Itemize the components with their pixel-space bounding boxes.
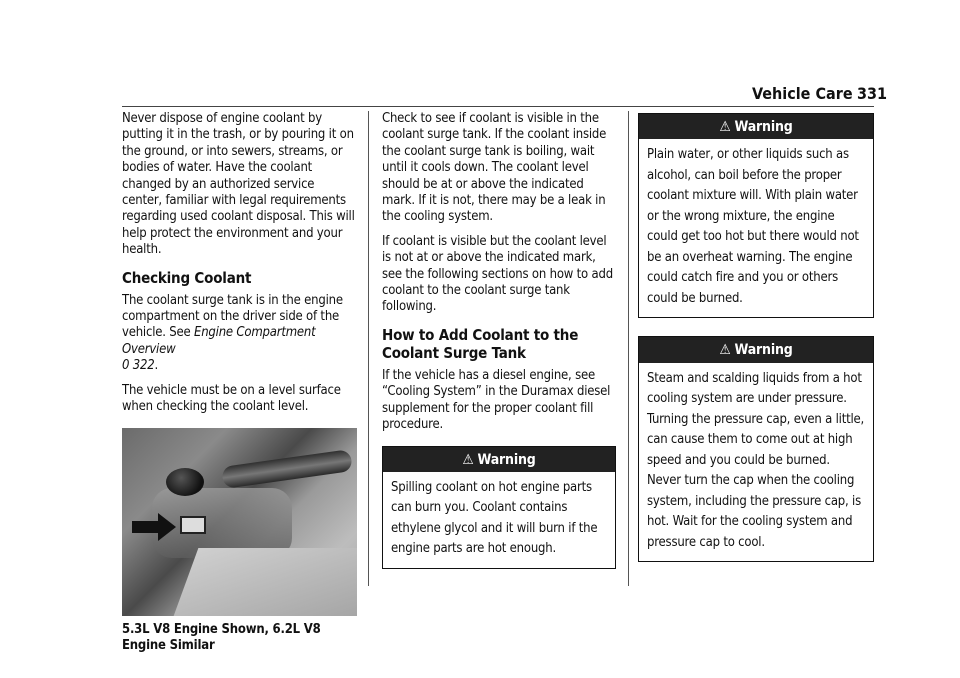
warning-title: Warning	[734, 342, 793, 359]
pressure-cap-shape	[166, 468, 204, 496]
column-3	[638, 111, 874, 572]
cross-reference-link[interactable]: Engine Compartment Overview	[122, 325, 316, 357]
column-divider	[368, 111, 369, 586]
text-segment: The coolant surge tank is in the engine compartment on the driver side of the vehicle. See	[122, 292, 343, 341]
heading-checking-coolant: Checking Coolant	[122, 268, 252, 287]
warning-header	[639, 337, 873, 362]
engine-cover-shape	[166, 548, 357, 616]
warning-icon: ⚠	[719, 119, 731, 135]
hose-shape	[221, 449, 353, 489]
coolant-level-mark	[180, 516, 206, 534]
warning-text: Plain water, or other liquids such as alcohol, can boil before the proper coolant mixture will. With plain water or the wrong mixture, the engine could get too hot but there would not be an overheat warning. The engine could catch fire and you or others could be burned.	[647, 147, 859, 306]
warning-box	[382, 446, 616, 569]
page-reference[interactable]: 0 322	[122, 358, 155, 374]
photo-caption: 5.3L V8 Engine Shown, 6.2L V8 Engine Similar	[122, 621, 321, 653]
column-1	[122, 111, 357, 654]
heading-add-coolant: How to Add Coolant to the Coolant Surge Tank	[382, 325, 579, 362]
page-number: 331	[857, 84, 888, 103]
column-2	[382, 111, 616, 579]
pointer-arrow-icon	[132, 521, 160, 533]
header-rule	[122, 106, 874, 107]
warning-header	[639, 114, 873, 139]
warning-header	[383, 447, 615, 472]
paragraph-not-at-mark: If coolant is visible but the coolant level is not at or above the indicated mark, see the following sections on how to add coolant to the coolant surge tank following.	[382, 233, 613, 315]
warning-text: Steam and scalding liquids from a hot cooling system are under pressure. Turning the pressure cap, even a little, can cause them to come out at high speed and you could be burned. Never turn the cap when the cooling system, including the pressure cap, is hot. Wait for the cooling system and pressure cap to cool.	[647, 370, 865, 550]
paragraph-check-visible: Check to see if coolant is visible in the coolant surge tank. If the coolant inside the coolant surge tank is boiling, wait until it cools down. The coolant level should be at or above the indicated mark. If it is not, there may be a leak in the cooling system.	[382, 111, 607, 225]
warning-title: Warning	[734, 119, 793, 135]
column-divider	[628, 111, 629, 586]
paragraph-disposal: Never dispose of engine coolant by putting it in the trash, or by pouring it on the ground, or into sewers, streams, or bodies of water. Have the coolant changed by an authorized service center, familiar with legal requirements regarding used coolant disposal. This will help protect the environment and your health.	[122, 111, 355, 258]
warning-icon: ⚠	[462, 451, 474, 468]
text-segment: .	[154, 358, 158, 374]
section-title: Vehicle Care	[752, 84, 853, 103]
paragraph-surge-tank-location	[122, 293, 357, 375]
warning-box	[638, 113, 874, 318]
paragraph-level-surface: The vehicle must be on a level surface when checking the coolant level.	[122, 382, 341, 415]
warning-box	[638, 336, 874, 562]
pointer-arrow-head-icon	[158, 513, 176, 541]
warning-text: Spilling coolant on hot engine parts can burn you. Coolant contains ethylene glycol and it will burn if the engine parts are hot enough.	[391, 479, 598, 557]
warning-title: Warning	[477, 451, 536, 468]
engine-photo	[122, 428, 357, 616]
paragraph-diesel: If the vehicle has a diesel engine, see “Cooling System” in the Duramax diesel supplement for the proper coolant fill procedure.	[382, 367, 611, 433]
warning-icon: ⚠	[719, 342, 731, 359]
